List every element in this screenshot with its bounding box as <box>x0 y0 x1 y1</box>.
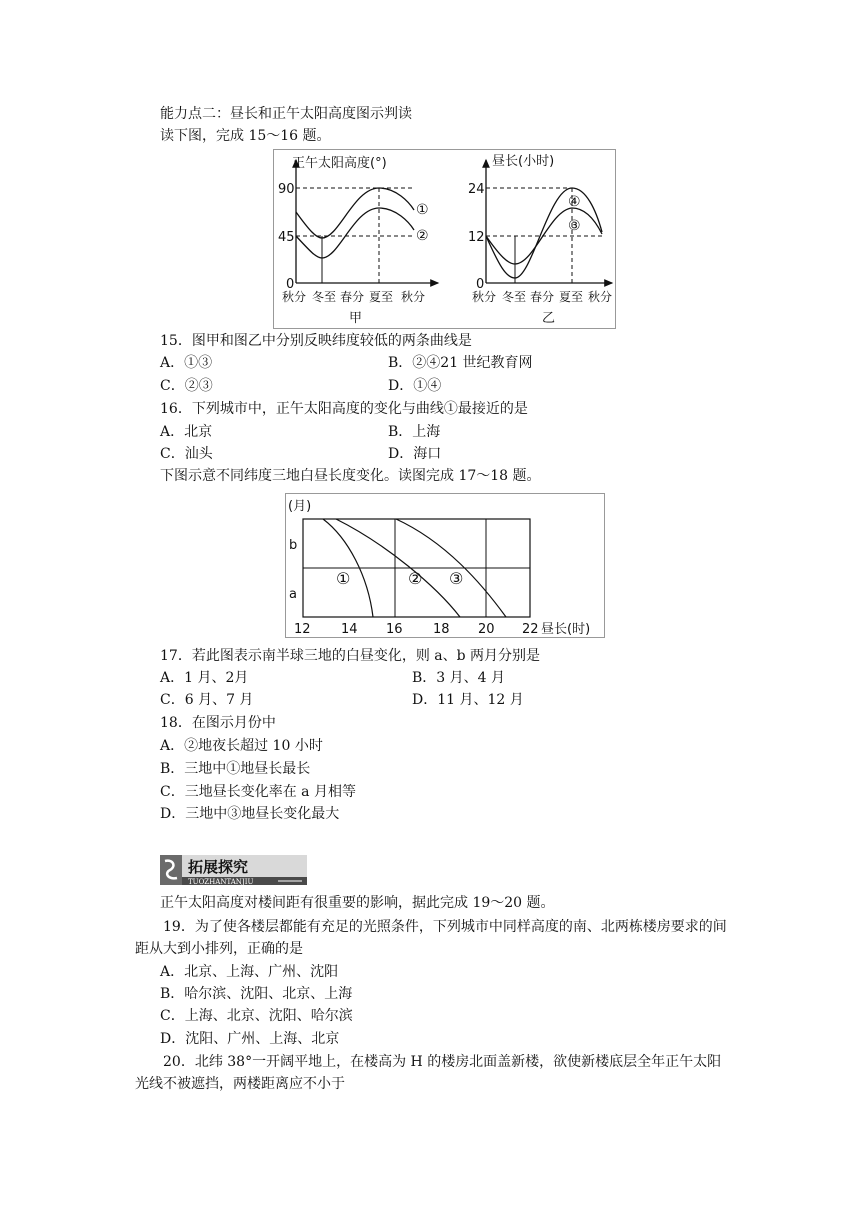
q16-stem: 16．下列城市中，正午太阳高度的变化与曲线①最接近的是 <box>160 401 528 417</box>
q19-option-d[interactable]: D．沈阳、广州、上海、北京 <box>160 1031 340 1047</box>
jia-label-1: ① <box>416 202 429 218</box>
figure-2 <box>285 493 605 638</box>
q15-option-c[interactable]: C．②③ <box>160 378 213 394</box>
q20-stem: 20．北纬 38°一开阔平地上，在楼高为 H 的楼房北面盖新楼，欲使新楼底层全年正午太阳光线不被遮挡，两楼距离应不小于 <box>135 1054 722 1092</box>
q16-option-a[interactable]: A．北京 <box>160 424 213 440</box>
banner-title: 拓展探究 <box>188 858 249 876</box>
q18-option-c[interactable]: C．三地昼长变化率在 a 月相等 <box>160 784 356 800</box>
yi-xtick-4: 夏至 <box>559 290 584 304</box>
jia-ytick-0: 0 <box>286 277 295 292</box>
figure-1 <box>273 149 616 329</box>
q15-options-row-2 <box>160 376 720 396</box>
fig2-xtick-22: 22 <box>522 622 539 637</box>
q15-option-d[interactable]: D．①④ <box>388 378 442 394</box>
section-title: 能力点二：昼长和正午太阳高度图示判读 <box>160 106 412 122</box>
tuozhan-banner <box>160 855 307 885</box>
fig2-xtick-12: 12 <box>294 622 311 637</box>
jia-xtick-1: 秋分 <box>282 290 307 304</box>
q17-options-row-2 <box>160 690 720 710</box>
intro-19-20: 正午太阳高度对楼间距有很重要的影响，据此完成 19～20 题。 <box>160 895 555 911</box>
yi-curve-4 <box>486 188 602 278</box>
q16-option-c[interactable]: C．汕头 <box>160 446 213 462</box>
fig2-label-3: ③ <box>449 569 464 588</box>
yi-ytick-24: 24 <box>468 182 485 197</box>
yi-label-4: ④ <box>568 194 581 210</box>
fig2-label-1: ① <box>336 569 351 588</box>
figure-1-svg <box>274 150 615 328</box>
q18-option-b[interactable]: B．三地中①地昼长最长 <box>160 761 311 777</box>
fig2-xtick-18: 18 <box>433 622 450 637</box>
yi-xtick-1: 秋分 <box>472 290 497 304</box>
yi-xtick-5: 秋分 <box>588 290 613 304</box>
jia-xtick-4: 夏至 <box>369 290 394 304</box>
figure-2-svg <box>286 494 604 637</box>
fig2-label-2: ② <box>408 569 423 588</box>
fig2-ylabel: (月) <box>288 499 312 514</box>
q19-option-b[interactable]: B．哈尔滨、沈阳、北京、上海 <box>160 986 353 1002</box>
q18-option-d[interactable]: D．三地中③地昼长变化最大 <box>160 806 340 822</box>
chart-jia <box>278 155 438 326</box>
q16-options-row-2 <box>160 444 720 464</box>
jia-ylabel: 正午太阳高度(°) <box>292 156 387 171</box>
q17-stem: 17．若此图表示南半球三地的白昼变化，则 a、b 两月分别是 <box>160 648 541 664</box>
q19-option-a[interactable]: A．北京、上海、广州、沈阳 <box>160 964 339 980</box>
yi-label-3: ③ <box>568 218 581 234</box>
intro-15-16: 读下图，完成 15～16 题。 <box>160 128 331 144</box>
q15-option-a[interactable]: A．①③ <box>160 355 213 371</box>
yi-xtick-3: 春分 <box>530 290 555 304</box>
q18-stem: 18．在图示月份中 <box>160 715 276 731</box>
chart-yi <box>468 154 612 326</box>
q18-option-a[interactable]: A．②地夜长超过 10 小时 <box>160 738 323 754</box>
q15-options-row-1 <box>160 353 720 373</box>
jia-ytick-90: 90 <box>278 182 295 197</box>
q16-options-row-1 <box>160 422 720 442</box>
banner-svg <box>160 855 307 885</box>
fig2-ylabel-b: b <box>289 538 298 553</box>
q15-option-b[interactable]: B．②④21 世纪教育网 <box>388 355 533 371</box>
q19-option-c[interactable]: C．上海、北京、沈阳、哈尔滨 <box>160 1008 353 1024</box>
q17-option-b[interactable]: B．3 月、4 月 <box>412 670 506 686</box>
fig2-ylabel-a: a <box>289 587 297 602</box>
q17-option-c[interactable]: C．6 月、7 月 <box>160 692 254 708</box>
fig2-xtick-16: 16 <box>386 622 403 637</box>
yi-xtick-2: 冬至 <box>502 290 527 304</box>
q16-option-b[interactable]: B．上海 <box>388 424 441 440</box>
yi-caption: 乙 <box>542 311 556 326</box>
jia-xtick-2: 冬至 <box>312 290 337 304</box>
fig2-xlabel: 昼长(时) <box>541 622 591 637</box>
yi-ytick-0: 0 <box>476 277 485 292</box>
q19-stem: 19．为了使各楼层都能有充足的光照条件，下列城市中同样高度的南、北两栋楼房要求的间距从大到小排列，正确的是 <box>135 919 727 957</box>
banner-pinyin: TUOZHANTANJIU <box>188 878 254 885</box>
jia-ytick-45: 45 <box>278 230 295 245</box>
q17-option-a[interactable]: A．1 月、2月 <box>160 670 249 686</box>
q17-options-row-1 <box>160 668 720 688</box>
yi-ylabel: 昼长(小时) <box>492 154 555 169</box>
jia-caption: 甲 <box>349 311 363 326</box>
q15-stem: 15．图甲和图乙中分别反映纬度较低的两条曲线是 <box>160 333 472 349</box>
q16-option-d[interactable]: D．海口 <box>388 446 442 462</box>
jia-xtick-5: 秋分 <box>401 290 426 304</box>
fig2-xtick-14: 14 <box>341 622 358 637</box>
yi-ytick-12: 12 <box>468 230 485 245</box>
q17-option-d[interactable]: D．11 月、12 月 <box>412 692 524 708</box>
jia-label-2: ② <box>416 228 429 244</box>
intro-17-18: 下图示意不同纬度三地白昼长度变化。读图完成 17～18 题。 <box>160 468 541 484</box>
fig2-xtick-20: 20 <box>478 622 495 637</box>
jia-xtick-3: 春分 <box>340 290 365 304</box>
